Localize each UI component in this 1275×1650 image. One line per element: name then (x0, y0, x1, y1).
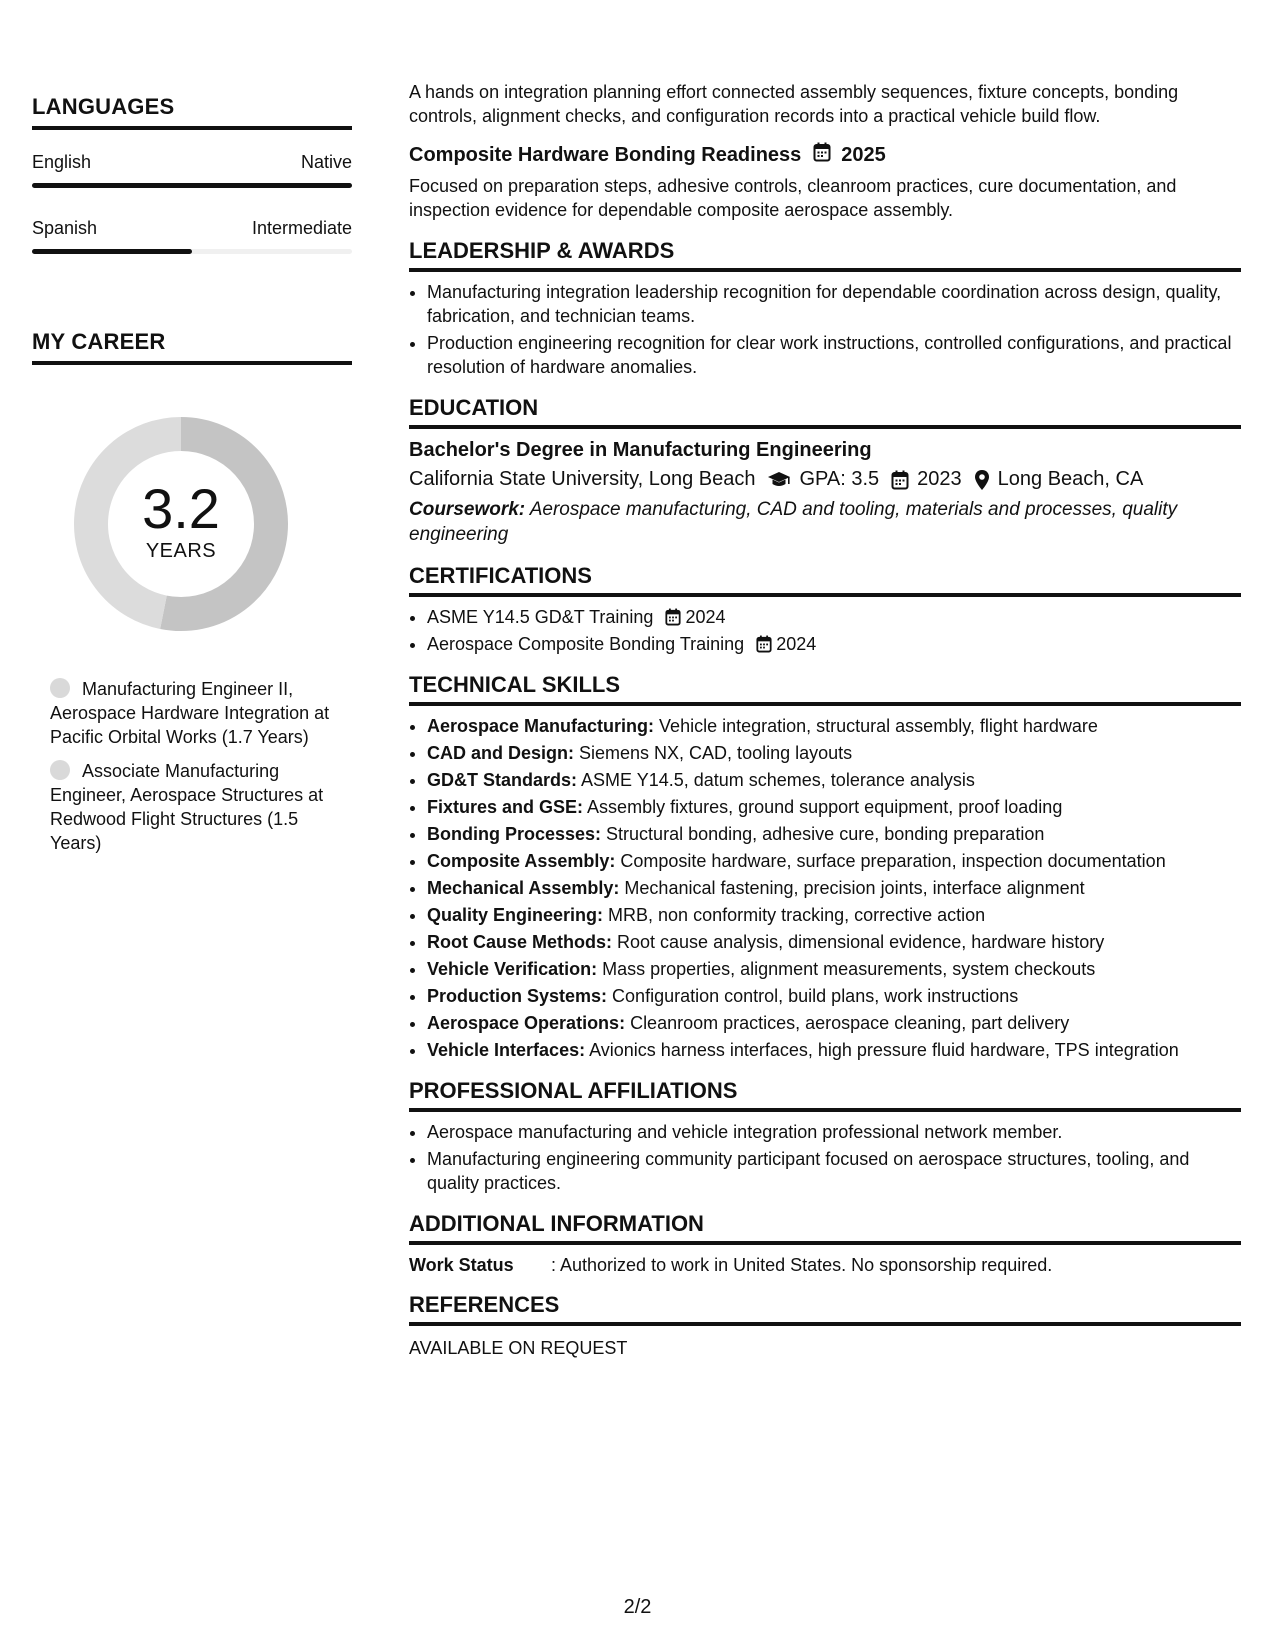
skill-label: Vehicle Verification: (427, 959, 598, 979)
work-status-value: : Authorized to work in United States. No sponsorship required. (551, 1255, 1053, 1275)
skill-label: Root Cause Methods: (427, 932, 613, 952)
skill-item (427, 714, 1241, 738)
project-title: Composite Hardware Bonding Readiness (409, 143, 802, 166)
language-item (32, 218, 352, 254)
list-item: • Manufacturing integration leadership recognition for dependable coordination across design, quality, fabrication, and technician teams. (427, 280, 1241, 328)
skills-list (409, 714, 1241, 1062)
coursework-text: Aerospace manufacturing, CAD and tooling, materials and processes, quality engineering (409, 499, 1178, 545)
skill-item (427, 984, 1241, 1008)
career-item-text: Associate Manufacturing Engineer, Aerospace Structures at Redwood Flight Structures (1.5 Years) (50, 761, 324, 853)
skill-item (427, 1011, 1241, 1035)
skill-item (427, 768, 1241, 792)
language-proficiency-bar (32, 183, 352, 188)
skill-label: GD&T Standards: (427, 770, 578, 790)
skill-item (427, 876, 1241, 900)
skill-label: Bonding Processes: (427, 824, 602, 844)
leadership-list (409, 280, 1241, 379)
affiliations-heading: PROFESSIONAL AFFILIATIONS (409, 1078, 1241, 1112)
skill-value: Assembly fixtures, ground support equipment, proof loading (583, 797, 1063, 817)
skill-label: Production Systems: (427, 986, 608, 1006)
calendar-icon (891, 470, 909, 490)
education-school: California State University, Long Beach (409, 468, 756, 490)
skill-label: Aerospace Manufacturing: (427, 716, 655, 736)
calendar-icon (756, 635, 772, 653)
skill-label: Aerospace Operations: (427, 1013, 626, 1033)
skill-label: Mechanical Assembly: (427, 878, 620, 898)
certification-year: 2024 (685, 607, 726, 627)
skill-label: Quality Engineering: (427, 905, 604, 925)
skill-item (427, 903, 1241, 927)
list-item: • Aerospace manufacturing and vehicle integration professional network member. (427, 1120, 1241, 1144)
project-intro: A hands on integration planning effort connected assembly sequences, fixture concepts, bonding controls, alignment checks, and configuration records into a practical vehicle build flow. (409, 82, 1179, 126)
certifications-heading: CERTIFICATIONS (409, 563, 1241, 597)
language-proficiency-fill (32, 183, 352, 188)
sidebar (32, 94, 352, 865)
list-item: • Production engineering recognition for clear work instructions, controlled configurations, and practical resolution of hardware anomalies. (427, 331, 1241, 379)
graduation-cap-icon (767, 471, 791, 489)
skill-value: Composite hardware, surface preparation, inspection documentation (615, 851, 1166, 871)
career-list (50, 677, 332, 855)
list-item: • Manufacturing engineering community participant focused on aerospace structures, tooling, and quality practices. (427, 1147, 1241, 1195)
skill-value: Siemens NX, CAD, tooling layouts (574, 743, 853, 763)
education-gpa: GPA: 3.5 (799, 468, 880, 490)
career-total-value: 3.2 (142, 476, 220, 540)
skill-item (427, 849, 1241, 873)
calendar-icon (813, 142, 831, 168)
language-item (32, 152, 352, 188)
work-status-row (409, 1255, 1241, 1276)
skill-label: Composite Assembly: (427, 851, 616, 871)
skill-item (427, 795, 1241, 819)
language-level: Intermediate (251, 218, 352, 238)
skill-value: Configuration control, build plans, work instructions (607, 986, 1019, 1006)
skill-value: Avionics harness interfaces, high pressure fluid hardware, TPS integration (585, 1040, 1179, 1060)
skill-value: ASME Y14.5, datum schemes, tolerance analysis (577, 770, 975, 790)
education-location: Long Beach, CA (997, 468, 1144, 490)
project-title-row (409, 142, 1241, 168)
skill-value: Vehicle integration, structural assembly, flight hardware (654, 716, 1098, 736)
language-name: Spanish (32, 218, 98, 238)
skill-item (427, 957, 1241, 981)
skill-label: Fixtures and GSE: (427, 797, 584, 817)
references-heading: REFERENCES (409, 1292, 1241, 1326)
skill-value: Root cause analysis, dimensional evidence, hardware history (612, 932, 1105, 952)
career-dot-icon (50, 760, 70, 780)
coursework-label: Coursework: (409, 499, 526, 520)
skill-value: Mechanical fastening, precision joints, interface alignment (619, 878, 1085, 898)
skill-label: Vehicle Interfaces: (427, 1040, 586, 1060)
education-heading: EDUCATION (409, 395, 1241, 429)
career-item-text: Manufacturing Engineer II, Aerospace Hardware Integration at Pacific Orbital Works (1.7 Years) (50, 679, 330, 747)
affiliations-list (409, 1120, 1241, 1195)
education-year: 2023 (917, 468, 962, 490)
skill-item (427, 1038, 1241, 1062)
skill-item (427, 930, 1241, 954)
language-name: English (32, 152, 92, 172)
calendar-icon (665, 608, 681, 626)
career-dot-icon (50, 678, 70, 698)
career-donut-chart (66, 409, 296, 639)
leadership-heading: LEADERSHIP & AWARDS (409, 238, 1241, 272)
languages-heading: LANGUAGES (32, 94, 352, 130)
skill-item (427, 822, 1241, 846)
skill-value: Structural bonding, adhesive cure, bonding preparation (601, 824, 1045, 844)
education-degree: Bachelor's Degree in Manufacturing Engineering (409, 439, 872, 461)
skill-value: Cleanroom practices, aerospace cleaning, part delivery (625, 1013, 1070, 1033)
language-level: Native (300, 152, 352, 172)
location-pin-icon (974, 469, 990, 491)
skill-item (427, 741, 1241, 765)
work-status-label: Work Status (409, 1255, 514, 1275)
skill-value: Mass properties, alignment measurements, system checkouts (597, 959, 1096, 979)
page-number: 2/2 (623, 1596, 652, 1618)
language-proficiency-bar (32, 249, 352, 254)
references-text: AVAILABLE ON REQUEST (409, 1338, 628, 1358)
education-coursework (409, 497, 1241, 547)
language-proficiency-fill (32, 249, 192, 254)
certification-name: • Aerospace Composite Bonding Training (427, 634, 745, 654)
list-item (427, 632, 1241, 656)
skill-value: MRB, non conformity tracking, corrective action (603, 905, 986, 925)
education-details (409, 468, 1241, 491)
main-content (409, 80, 1241, 1359)
skills-heading: TECHNICAL SKILLS (409, 672, 1241, 706)
project-description: Focused on preparation steps, adhesive controls, cleanroom practices, cure documentation, and inspection evidence for dependable composite aerospace assembly. (409, 176, 1177, 220)
certification-name: • ASME Y14.5 GD&T Training (427, 607, 654, 627)
career-item (50, 677, 332, 749)
project-year: 2025 (841, 143, 886, 166)
additional-info-heading: ADDITIONAL INFORMATION (409, 1211, 1241, 1245)
certifications-list (409, 605, 1241, 656)
career-item (50, 759, 332, 855)
list-item (427, 605, 1241, 629)
career-heading: MY CAREER (32, 329, 352, 365)
skill-label: CAD and Design: (427, 743, 575, 763)
certification-year: 2024 (776, 634, 817, 654)
career-total-unit: YEARS (145, 539, 217, 562)
